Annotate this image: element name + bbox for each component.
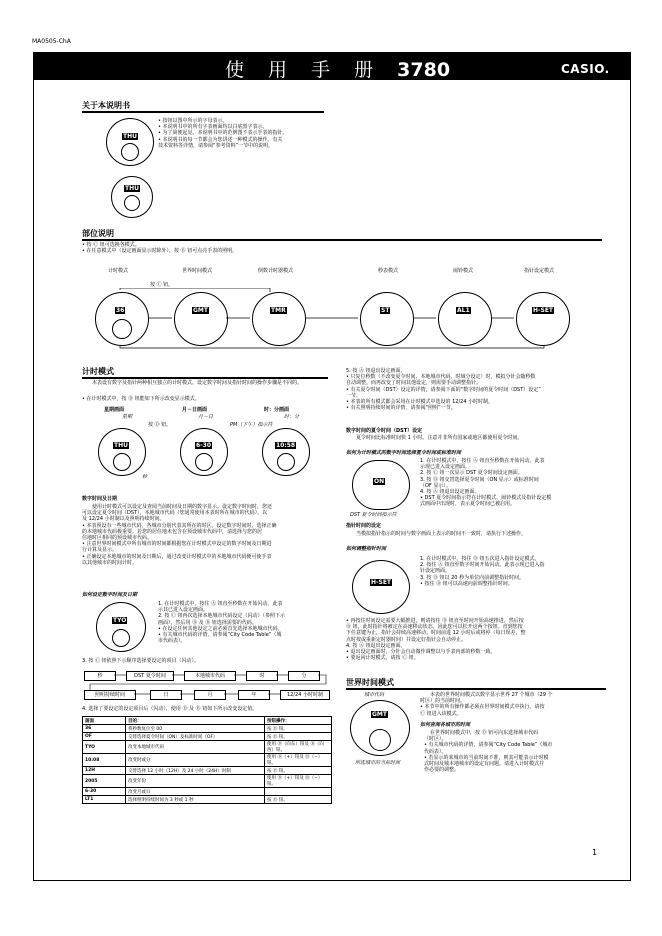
step-line: （OF 显示）。	[420, 482, 451, 489]
digital-time-text	[82, 504, 332, 566]
table-row	[83, 733, 332, 741]
step-line: 式时间及城本地城市的设定有问题。请进入计时模式并	[424, 761, 545, 768]
table-row	[83, 725, 332, 733]
watch-subdial	[277, 453, 295, 471]
mode-label-timekeeping: 计时模式	[108, 268, 129, 274]
table-row	[83, 754, 332, 767]
table-row	[83, 767, 332, 775]
watch-subdial	[369, 729, 391, 751]
timekeeping-bullet: • 在计时模式中，按 Ⓓ 钮能如下所示改变显示模式。	[82, 396, 200, 402]
text-line: 4. 按 Ⓐ 钮退出设定画面。	[346, 642, 406, 649]
text-line: 以其他城市的时间计时。	[82, 559, 138, 566]
world-caption: 所选城市的当前时间	[355, 760, 401, 766]
text-line: 行计算及显示。	[82, 547, 118, 554]
flow-year: 年	[238, 690, 270, 700]
hand-heading: 指针时间的设定	[346, 523, 382, 529]
watch-subdial	[124, 195, 140, 211]
step-line: 2. 按住 Ⓐ 钮直至数字时间开始闪动。此表示现已进入指	[420, 562, 545, 569]
mode-label-alarm: 闹铃模式	[453, 268, 474, 274]
table-cell: 按 Ⓓ 钮。	[265, 767, 332, 775]
mode-display: ST	[381, 307, 390, 314]
watch-day-screen	[98, 428, 146, 476]
dst-text: 夏令时间比标准时间快 1 小时。注意并非所有国家或地区都使用夏令时间。	[356, 435, 523, 441]
text-line: 自动调整。而再改变了时间其他设定，则需要手动调整指针。	[346, 380, 482, 387]
screen-note-monthday: 月－日	[198, 414, 214, 420]
world-howto: 如何查阅各城市的时间	[420, 722, 471, 728]
step-line: • 在设定任何其他设定之前必须首先选择本地城市代码。	[158, 625, 283, 632]
step-line: 1. 在计时模式中，按住 Ⓓ 钮五次进入指针设定模式。	[420, 556, 540, 562]
step-line: 1. 在计时模式中，按住 Ⓐ 钮直至秒数在开始闪动。此表	[420, 458, 545, 464]
text-line: • 注意世界时间模式中所有城市的时间都根据您在计时模式中设定的数字时间及日期进	[82, 541, 272, 548]
step-line: 市代码表）。	[158, 638, 186, 645]
table-cell: TYO	[83, 741, 126, 754]
text-line: 可以设定夏令时间（DST），本地城市代码（您通常使用本表时所在城市的代码），以	[82, 510, 268, 517]
screen-note-sec: 秒	[142, 474, 148, 480]
watch-digital: GMT	[372, 711, 387, 718]
watch-monthday-screen	[180, 428, 228, 476]
dst-caption: DST 夏令时间指示符	[350, 512, 397, 518]
table-cell: 使用 Ⓓ（向东）钮及 Ⓑ（向西）钮。	[265, 741, 332, 754]
about-bullet: • 本说明书的每一节都会为您讲述一种模式的操作。有关	[158, 136, 283, 143]
press-c-note: 按 Ⓒ 钮。	[150, 282, 174, 288]
watch-illustration	[106, 118, 154, 166]
step-line: 作必要的调整。	[424, 767, 460, 774]
watch-dst-screen	[352, 460, 410, 510]
world-city-code-label: 城市代码	[364, 692, 385, 698]
modes-bullets	[82, 242, 237, 254]
step3-text: 3. 按 Ⓒ 钮依照下示顺序选择要设定的项目（闪动）。	[82, 658, 200, 664]
right-notes	[346, 368, 604, 411]
mode-cycle-arrows	[100, 288, 580, 350]
hand-text: 当模拟指针指示的时间与数字画面上表示的时间不一致时，请执行下述操作。	[356, 531, 527, 537]
screen-note-hourmin: 时：分	[284, 414, 300, 420]
hand-howto: 如何调整指针时间	[346, 546, 387, 552]
text-line: • 只复位秒数（不改变夏令时间、本地城市代码、时域分设定）时，模拟分针会随秒数	[346, 374, 536, 381]
page-number: 1	[592, 848, 598, 857]
about-heading: 关于本说明书	[82, 101, 130, 110]
watch-hourmin-screen	[262, 428, 310, 476]
step-line: 2. 按 Ⓒ 钮一次显示 DST 夏令时间设定画面。	[420, 470, 523, 477]
mode-label-countdown: 倒数计时器模式	[258, 268, 294, 274]
watch-face-detail	[111, 176, 153, 218]
flow-month: 月	[194, 690, 226, 700]
watch-digital: H-SET	[371, 579, 392, 586]
table-cell: 改变本地城市代码	[126, 741, 265, 754]
flow-day: 日	[150, 690, 182, 700]
table-row	[83, 788, 332, 796]
table-cell: 交替选择 12 小时（12H）及 24 小时（24H）时制	[126, 767, 265, 775]
watch-subdial	[113, 453, 131, 471]
screen-label-hourmin: 时：分画面	[264, 407, 290, 413]
table-cell: 改变年份	[126, 775, 265, 788]
table-cell: 12H	[83, 767, 126, 775]
text-line: 本表的世界时间模式以数字显示世界 27 个城市（29 个	[430, 692, 553, 698]
text-line: • 有关夏令时间（DST）设定的详情，请参阅下面的“数字时间的夏令时间（DST）设定”	[346, 386, 541, 393]
watch-setting-screen	[96, 602, 146, 652]
table-cell: OF	[83, 733, 126, 741]
text-line: 5. 按 Ⓐ 钮退出设定画面。	[346, 368, 406, 374]
table-cell: 36	[83, 725, 126, 733]
flow-seconds: 秒	[84, 671, 116, 681]
table-row	[83, 775, 332, 788]
timekeeping-heading: 计时模式	[82, 367, 114, 376]
watch-digital: ON	[374, 478, 385, 485]
watch-subdial	[112, 629, 130, 647]
watch-subdial	[195, 453, 213, 471]
table-header-row	[83, 717, 332, 725]
document-id: MA0505-ChA	[32, 38, 71, 45]
step-line: 4. 按 Ⓐ 钮退出设定画面。	[420, 489, 480, 496]
step-line: • 按住 Ⓓ 钮可以高速向前调整指针时间。	[420, 580, 513, 587]
step-line: （时区）。	[424, 736, 447, 743]
world-steps	[424, 730, 610, 773]
step-line: 示现已进入设定画面。	[420, 464, 471, 471]
table-cell: LT1	[83, 796, 126, 804]
modes-rule	[82, 239, 602, 241]
table-header: 按钮操作：	[265, 717, 332, 725]
world-rule	[346, 688, 606, 690]
watch-day-display: THU	[125, 185, 139, 192]
watch-digital: THU	[114, 442, 128, 449]
timekeeping-intro: 本表设有数字及指针两种相互独立的计时模式。设定数字时间及指针时间的操作步骤是不同的。	[92, 380, 303, 386]
flow-hour: 时	[246, 671, 278, 681]
text-line: • 要返回计时模式，请按 Ⓒ 钮。	[346, 655, 419, 662]
about-bullet: • 本说明书中的所有字表画面均以白底黑字表示。	[158, 124, 268, 131]
dst-steps	[420, 458, 606, 508]
text-line: 住地时区相同的预设城市代码。	[82, 535, 153, 542]
step-line: • 有关城市代码的详情，请参阅“City Code Table”（城	[158, 632, 282, 639]
watch-digital: TYO	[113, 617, 127, 624]
table-cell: 使用 Ⓓ（+）钮及 Ⓑ（−）钮。	[265, 775, 332, 788]
table-cell: 按 Ⓓ 钮。	[265, 733, 332, 741]
flow-home-city: 本地城市代码	[184, 671, 236, 681]
table-cell: 改变月或日	[126, 788, 265, 796]
mode-display: AL1	[457, 307, 470, 314]
mode-label-stopwatch: 秒表模式	[378, 268, 399, 274]
model-number: 3780	[397, 59, 451, 81]
text-line: Ⓑ 钮，此时指针将被定在高速移动状态。因此您可以松开这两个按钮。直到您按	[346, 624, 523, 631]
modes-bullet: • 按 Ⓒ 钮可选换各模式。	[82, 242, 140, 248]
table-cell: 将秒数复位至 00	[126, 725, 265, 733]
watch-subdial	[121, 143, 139, 161]
watch-hand-set-screen	[352, 560, 410, 614]
mode-display: TMR	[271, 307, 286, 314]
text-line: Ⓒ 钮进入该模式。	[420, 710, 462, 717]
flow-light: 照明持续时间	[84, 690, 136, 700]
table-cell: 10:08	[83, 754, 126, 767]
modes-heading: 部位说明	[82, 229, 114, 238]
hand-notes	[346, 618, 606, 661]
flow-dst: DST 夏令时间	[126, 671, 174, 681]
text-line: 时区）的当前时间。	[420, 698, 466, 705]
text-line: 使用计时模式可以设定及查阅当前时间及日期的数字显示。设定数字时间时，您还	[92, 504, 273, 510]
hand-steps	[420, 556, 606, 587]
dst-heading: 数字时间的夏令时间（DST）设定	[346, 428, 423, 434]
step-line: 在世界时间模式中，按 Ⓓ 钮可向东选择城市代码	[430, 730, 539, 736]
text-line: • 正确设定本地城市的时间及日期后，通过改变计时模式中的本地城市代码便可使手表	[82, 553, 272, 560]
table-cell: 按 Ⓓ 钮。	[265, 796, 332, 804]
set-digital-steps	[158, 601, 333, 644]
table-header: 画面	[83, 717, 126, 725]
about-bullet: • 按钮以图中所示的字母表示。	[158, 118, 228, 124]
sub-heading-digital-time: 数字时间及日期	[82, 496, 118, 502]
text-line: 及 12/24 小时制以及照明持续时间。	[82, 516, 165, 523]
text-line: • 有关照明持续时间的详情，请参阅“照明”一节。	[346, 405, 456, 412]
step-line: 1. 在计时模式中，按住 Ⓐ 钮直至秒数在开始闪动。此表	[158, 601, 283, 607]
table-cell: 交替选择夏令时间（ON）及标准时间（OF）	[126, 733, 265, 741]
screen-press-d: 按 Ⓓ 钮。	[148, 422, 172, 428]
text-line: • 本表预设有一些城市代码，各城市分别代表其所在的时区。设定数字时间时，选择正确	[82, 522, 277, 529]
watch-day-display: THU	[123, 133, 137, 140]
modes-bullet: • 在任意模式中（设定画面显示时除外），按 Ⓑ 钮可点亮手表的照明。	[82, 248, 238, 255]
step-line: • DST 夏令时间指示符在计时模式、闹铃模式及指针设定模	[420, 495, 552, 502]
text-line: 的本地城市代码极重要。若您的居住地未包含在预设城市代码中，请选择与您的居	[82, 528, 263, 535]
world-text	[420, 692, 610, 717]
casio-logo: CASIO.	[561, 62, 610, 76]
table-cell: 使用 Ⓓ（+）钮及 Ⓑ（−）钮。	[265, 754, 332, 767]
manual-title	[225, 55, 450, 82]
dst-howto: 如何为计时模式的数字时间选择夏令时间或标准时间	[346, 450, 462, 456]
timekeeping-rule	[82, 377, 328, 379]
text-line: 一节。	[346, 392, 362, 399]
text-line: 点时按或重新定时器时间）并设定好指针会自动停止。	[346, 636, 467, 643]
table-cell	[265, 788, 332, 796]
step-line: 代码表）。	[424, 748, 447, 755]
flow-1224: 12/24 小时时制	[280, 690, 330, 700]
text-line: • 退出设定画面时，分针会自动微作调整以与手表内部的秒数一致。	[346, 649, 496, 656]
table-row	[83, 796, 332, 804]
step-line: • 若显示的某城市的当前时间不准，则其可能表示计时模	[424, 754, 549, 761]
mode-display: GMT	[193, 307, 208, 314]
mode-display: H-SET	[533, 307, 554, 314]
screen-note-day: 星期	[122, 414, 133, 420]
step-line: 2. 按 Ⓒ 钮再次选择本地城市代码设定（闪动）（参照下示	[158, 613, 286, 620]
table-cell: 改变时或分	[126, 754, 265, 767]
step-line: • 有关城市代码的详情，请参阅“City Code Table”（城市	[424, 742, 553, 749]
watch-digital: 6-30	[196, 442, 212, 449]
text-line: • 本节中的所有操作都必须在世界时间模式中执行。请按	[420, 704, 545, 711]
watch-worldtime-screen	[350, 700, 410, 756]
about-bullet: • 为了简便起见，本说明书中的范例图不表示手表的指针。	[158, 130, 288, 137]
text-line: • 再按住时间设定需要大幅推进，则请按住 Ⓓ 钮直至时间开始高速推进，然后按	[346, 618, 524, 624]
screen-label-day: 星期画面	[104, 407, 125, 413]
watch-digital: 10:58	[276, 442, 296, 449]
howto-set-digital: 如何设定数字时间及日期	[82, 592, 138, 598]
about-bullets	[158, 118, 328, 149]
table-row	[83, 741, 332, 754]
step4-text: 4. 选择了要设定的设定项目后（闪动），使用 Ⓓ 及 Ⓑ 钮如下所示改变设定值。	[82, 706, 258, 712]
about-rule	[82, 111, 324, 113]
text-line: 下任意键为止，指针会持续高速移动。时间前进 12 小时后或将停（每日误差，整	[346, 630, 526, 637]
step-line: 式画面中出现时，表示夏令时间已被启用。	[420, 501, 516, 508]
step-line: 3. 按 Ⓓ 钮以 20 秒为单位向前调整指针时间。	[420, 574, 525, 581]
about-bullet: 技术资料等详情，请参阅“参考资料”一节中的说明。	[158, 142, 274, 149]
table-cell: 选择照明持续时间为 3 秒或 1 秒	[126, 796, 265, 804]
table-cell: 6-30	[83, 788, 126, 796]
world-heading: 世界时间模式	[346, 678, 394, 687]
settings-table	[82, 716, 332, 804]
flow-arrows	[82, 668, 334, 702]
mode-label-worldtime: 世界时间模式	[182, 268, 213, 274]
table-cell: 按 Ⓓ 钮。	[265, 725, 332, 733]
flow-minute: 分	[288, 671, 320, 681]
screen-note-pm: PM（下午）指示符	[230, 422, 273, 428]
step-line: 3. 按 Ⓓ 钮交替选择夏令时间（ON 显示）或标准时间	[420, 476, 539, 483]
step-line: 示其已进入设定画面。	[158, 607, 209, 614]
table-cell: 2005	[83, 775, 126, 788]
mode-label-handset: 指针设定模式	[524, 268, 555, 274]
step-line: 画面），然后用 Ⓓ 及 Ⓑ 钮选择需要的代码。	[158, 619, 257, 626]
mode-display: 36	[116, 307, 125, 314]
screen-label-monthday: 月－日画面	[182, 407, 208, 413]
step-line: 针设定画面。	[420, 568, 451, 575]
title-text: 使 用 手 册	[225, 59, 383, 81]
table-header: 目的：	[126, 717, 265, 725]
text-line: • 本表的所有模式都会采用在计时模式中选设的 12/24 小时时制。	[346, 399, 494, 406]
